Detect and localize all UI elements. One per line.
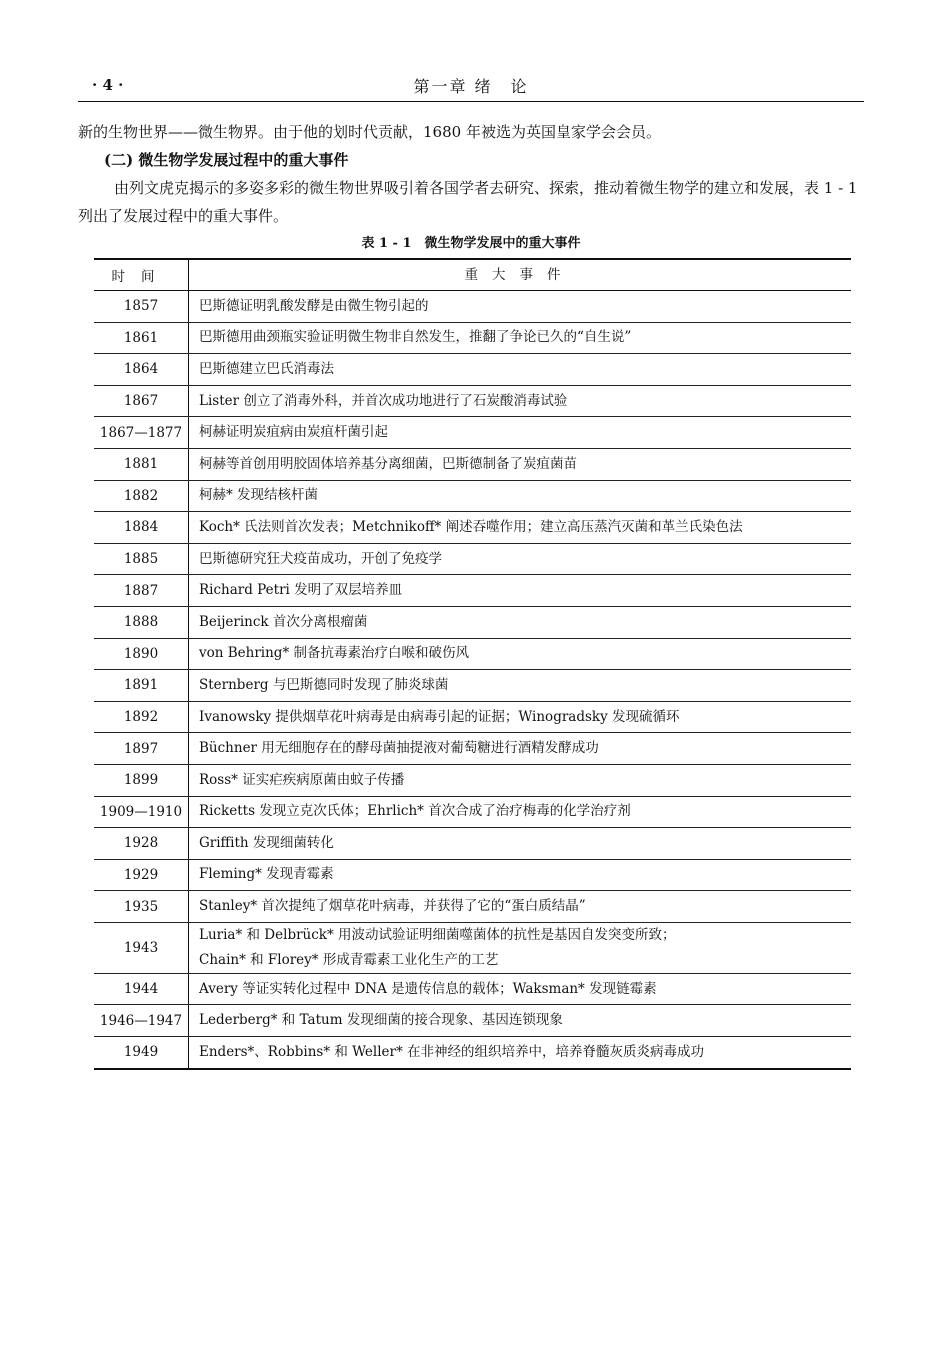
event-description bbox=[189, 670, 852, 702]
event-description bbox=[189, 701, 852, 733]
event-description bbox=[189, 973, 852, 1005]
table-row bbox=[94, 512, 851, 544]
event-line: 巴斯德证明乳酸发酵是由微生物引起的 bbox=[199, 297, 429, 314]
event-year: 1897 bbox=[94, 733, 189, 765]
event-line: Lederberg* 和 Tatum 发现细菌的接合现象、基因连锁现象 bbox=[199, 1012, 563, 1029]
event-year: 1928 bbox=[94, 828, 189, 860]
event-line: von Behring* 制备抗毒素治疗白喉和破伤风 bbox=[199, 645, 469, 662]
event-line: Luria* 和 Delbrück* 用波动试验证明细菌噬菌体的抗性是基因自发突变所致； bbox=[199, 926, 676, 943]
event-description bbox=[189, 385, 852, 417]
table-row bbox=[94, 480, 851, 512]
event-description bbox=[189, 606, 852, 638]
event-year: 1857 bbox=[94, 291, 189, 323]
table-row bbox=[94, 670, 851, 702]
event-year: 1946—1947 bbox=[94, 1005, 189, 1037]
table-row bbox=[94, 1005, 851, 1037]
event-year: 1935 bbox=[94, 891, 189, 923]
event-year: 1882 bbox=[94, 480, 189, 512]
event-description bbox=[189, 1005, 852, 1037]
page-header bbox=[78, 72, 864, 98]
events-table bbox=[94, 258, 851, 1070]
event-year: 1884 bbox=[94, 512, 189, 544]
intro-paragraph: 由列文虎克揭示的多姿多彩的微生物世界吸引着各国学者去研究、探索，推动着微生物学的建立和发展，表 1 - 1 列出了发展过程中的重大事件。 bbox=[78, 179, 858, 225]
table-row bbox=[94, 543, 851, 575]
event-year: 1909—1910 bbox=[94, 796, 189, 828]
event-line: 巴斯德用曲颈瓶实验证明微生物非自然发生，推翻了争论已久的“自生说” bbox=[199, 329, 632, 346]
event-year: 1881 bbox=[94, 448, 189, 480]
event-year: 1861 bbox=[94, 322, 189, 354]
table-row bbox=[94, 701, 851, 733]
event-description bbox=[189, 322, 852, 354]
table-row bbox=[94, 385, 851, 417]
event-description bbox=[189, 448, 852, 480]
event-line: 柯赫等首创用明胶固体培养基分离细菌，巴斯德制备了炭疽菌苗 bbox=[199, 455, 577, 472]
table-row bbox=[94, 796, 851, 828]
event-description bbox=[189, 859, 852, 891]
event-description bbox=[189, 417, 852, 449]
event-description bbox=[189, 796, 852, 828]
table-row bbox=[94, 973, 851, 1005]
event-description bbox=[189, 1037, 852, 1069]
event-line: 柯赫证明炭疽病由炭疽杆菌引起 bbox=[199, 424, 388, 441]
event-year: 1891 bbox=[94, 670, 189, 702]
event-line: Griffith 发现细菌转化 bbox=[199, 834, 334, 851]
table-row bbox=[94, 606, 851, 638]
event-description bbox=[189, 575, 852, 607]
event-year: 1890 bbox=[94, 638, 189, 670]
event-description bbox=[189, 891, 852, 923]
table-row bbox=[94, 764, 851, 796]
event-description bbox=[189, 733, 852, 765]
event-year: 1944 bbox=[94, 973, 189, 1005]
table-row bbox=[94, 448, 851, 480]
event-line: Enders*、Robbins* 和 Weller* 在非神经的组织培养中，培养脊髓灰质炎病毒成功 bbox=[199, 1043, 705, 1060]
event-line: 巴斯德研究狂犬疫苗成功，开创了免疫学 bbox=[199, 550, 442, 567]
event-year: 1867 bbox=[94, 385, 189, 417]
event-year: 1885 bbox=[94, 543, 189, 575]
table-row bbox=[94, 354, 851, 386]
table-row bbox=[94, 1037, 851, 1069]
event-description bbox=[189, 480, 852, 512]
event-year: 1867—1877 bbox=[94, 417, 189, 449]
table-row bbox=[94, 417, 851, 449]
event-description bbox=[189, 354, 852, 386]
table-row bbox=[94, 638, 851, 670]
event-line: Chain* 和 Florey* 形成青霉素工业化生产的工艺 bbox=[199, 951, 499, 968]
event-year: 1899 bbox=[94, 764, 189, 796]
table-body bbox=[94, 291, 851, 1069]
event-year: 1943 bbox=[94, 922, 189, 973]
event-line: Fleming* 发现青霉素 bbox=[199, 866, 334, 883]
event-description bbox=[189, 291, 852, 323]
event-year: 1888 bbox=[94, 606, 189, 638]
header-events: 重大事件 bbox=[189, 259, 852, 291]
event-line: Richard Petri 发明了双层培养皿 bbox=[199, 582, 403, 599]
event-year: 1949 bbox=[94, 1037, 189, 1069]
event-description bbox=[189, 638, 852, 670]
table-row bbox=[94, 891, 851, 923]
event-year: 1929 bbox=[94, 859, 189, 891]
header-rule bbox=[78, 101, 864, 102]
table-row bbox=[94, 733, 851, 765]
event-line: Stanley* 首次提纯了烟草花叶病毒，并获得了它的“蛋白质结晶” bbox=[199, 898, 586, 915]
event-description bbox=[189, 512, 852, 544]
table-row bbox=[94, 291, 851, 323]
table-row bbox=[94, 575, 851, 607]
table-caption: 表 1 - 1 微生物学发展中的重大事件 bbox=[361, 236, 581, 251]
event-line: Avery 等证实转化过程中 DNA 是遗传信息的载体；Waksman* 发现链霉素 bbox=[199, 980, 657, 997]
page-number: · 4 · bbox=[92, 76, 124, 94]
event-line: Büchner 用无细胞存在的酵母菌抽提液对葡萄糖进行酒精发酵成功 bbox=[199, 740, 599, 757]
table-row bbox=[94, 859, 851, 891]
table-row bbox=[94, 922, 851, 973]
event-line: Ross* 证实疟疾病原菌由蚊子传播 bbox=[199, 771, 405, 788]
event-description bbox=[189, 828, 852, 860]
event-year: 1892 bbox=[94, 701, 189, 733]
table-row bbox=[94, 828, 851, 860]
section-heading: (二) 微生物学发展过程中的重大事件 bbox=[104, 151, 349, 169]
event-line: Lister 创立了消毒外科，并首次成功地进行了石炭酸消毒试验 bbox=[199, 392, 568, 409]
event-description bbox=[189, 922, 852, 973]
paragraph-continuation: 新的生物世界——微生物界。由于他的划时代贡献，1680 年被选为英国皇家学会会员。 bbox=[78, 123, 661, 141]
event-description bbox=[189, 543, 852, 575]
event-line: Ricketts 发现立克次氏体；Ehrlich* 首次合成了治疗梅毒的化学治疗剂 bbox=[199, 803, 631, 820]
event-line: 柯赫* 发现结核杆菌 bbox=[199, 487, 319, 504]
event-line: Ivanowsky 提供烟草花叶病毒是由病毒引起的证据；Winogradsky 发现硫循环 bbox=[199, 708, 680, 725]
event-line: Sternberg 与巴斯德同时发现了肺炎球菌 bbox=[199, 676, 449, 693]
header-time: 时间 bbox=[94, 259, 189, 291]
running-title: 第一章 绪 论 bbox=[413, 77, 529, 96]
table-header-row bbox=[94, 259, 851, 291]
event-line: Koch* 氏法则首次发表；Metchnikoff* 阐述吞噬作用；建立高压蒸汽灭菌和革兰氏染色法 bbox=[199, 518, 743, 535]
table-row bbox=[94, 322, 851, 354]
event-description bbox=[189, 764, 852, 796]
event-year: 1887 bbox=[94, 575, 189, 607]
event-line: 巴斯德建立巴氏消毒法 bbox=[199, 360, 334, 377]
event-line: Beijerinck 首次分离根瘤菌 bbox=[199, 613, 368, 630]
event-year: 1864 bbox=[94, 354, 189, 386]
